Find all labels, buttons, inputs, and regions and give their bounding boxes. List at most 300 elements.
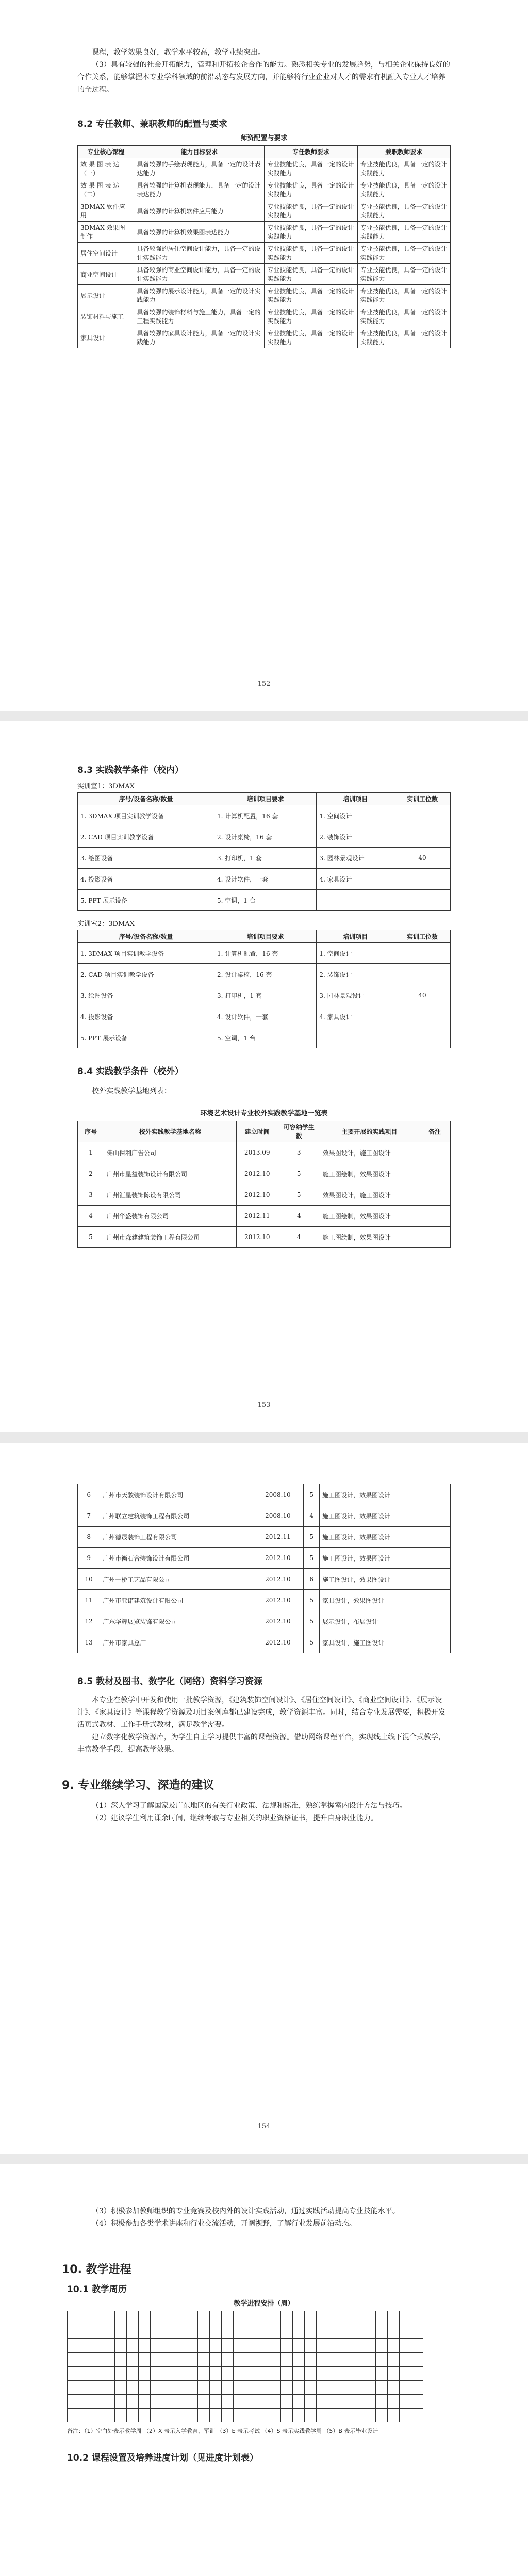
table-cell: 2012.10 bbox=[252, 1548, 304, 1569]
table-cell: 2. CAD 项目实训教学设备 bbox=[78, 826, 214, 848]
schedule-cell bbox=[91, 2381, 103, 2395]
schedule-cell bbox=[328, 2353, 340, 2367]
schedule-cell bbox=[139, 2409, 151, 2422]
table-cell: 效 果 图 表 达 （二） bbox=[78, 179, 134, 200]
schedule-cell bbox=[234, 2367, 245, 2381]
schedule-cell bbox=[388, 2325, 400, 2339]
schedule-cell bbox=[68, 2367, 79, 2381]
schedule-cell bbox=[162, 2395, 174, 2409]
advice-item: （1）深入学习了解国家及广东地区的有关行业政策、法规和标准，熟练掌握室内设计方法与技巧。 bbox=[92, 1802, 407, 1810]
schedule-cell bbox=[222, 2353, 234, 2367]
table-row bbox=[78, 1527, 451, 1548]
schedule-cell bbox=[293, 2381, 305, 2395]
table-cell: 3. 园林景观设计 bbox=[317, 985, 394, 1006]
table-cell: 施工图设计，效果图设计 bbox=[320, 1505, 441, 1527]
schedule-cell bbox=[411, 2325, 423, 2339]
schedule-cell bbox=[234, 2311, 245, 2325]
schedule-cell bbox=[91, 2395, 103, 2409]
schedule-cell bbox=[269, 2311, 281, 2325]
schedule-cell bbox=[245, 2381, 257, 2395]
table-row bbox=[78, 327, 451, 348]
table-cell: 5 bbox=[304, 1527, 320, 1548]
schedule-cell bbox=[210, 2367, 222, 2381]
table-cell: 11 bbox=[78, 1590, 100, 1611]
table-cell: 专业技能优良，具备一定的设计实践能力 bbox=[357, 306, 450, 327]
table-row bbox=[78, 985, 451, 1006]
schedule-cell bbox=[68, 2409, 79, 2422]
schedule-cell bbox=[257, 2381, 269, 2395]
schedule-cell bbox=[352, 2381, 364, 2395]
schedule-cell bbox=[174, 2339, 186, 2353]
table-cell: 5. 空调，1 台 bbox=[214, 1027, 317, 1048]
schedule-cell bbox=[328, 2325, 340, 2339]
schedule-cell bbox=[127, 2339, 139, 2353]
table-cell: 家具设计，施工图设计 bbox=[320, 1632, 441, 1653]
schedule-cell bbox=[162, 2311, 174, 2325]
column-header: 专任教师要求 bbox=[265, 146, 357, 158]
table-cell: 6 bbox=[304, 1569, 320, 1590]
schedule-cell bbox=[222, 2367, 234, 2381]
table-cell: 广州市星益装饰设计有限公司 bbox=[104, 1163, 237, 1184]
schedule-cell bbox=[103, 2381, 115, 2395]
table-cell: 广州市森建建筑装饰工程有限公司 bbox=[104, 1227, 237, 1248]
table-cell bbox=[441, 1527, 450, 1548]
table-row bbox=[78, 826, 451, 848]
table-cell: 2 bbox=[78, 1163, 104, 1184]
intro-paragraph: （3）具有较强的社会开拓能力，管理和开拓校企合作的能力。熟悉相关专业的发展趋势，与相关企业保持良好的合作关系，能够掌握本专业学科领域的前沿动态与发展方向，并能够将行业企业对人才的需求有机融入专业人才培养的全过程。 bbox=[77, 61, 450, 94]
table-cell: 1. 3DMAX 项目实训教学设备 bbox=[78, 805, 214, 826]
schedule-cell bbox=[198, 2409, 210, 2422]
schedule-cell bbox=[79, 2311, 91, 2325]
table-cell: 具备较强的手绘表现能力，具备一定的设计表达能力 bbox=[134, 158, 265, 179]
schedule-cell bbox=[305, 2311, 317, 2325]
table-cell: 4 bbox=[278, 1227, 320, 1248]
schedule-cell bbox=[269, 2367, 281, 2381]
table-cell: 4. 设计软件，一套 bbox=[214, 1006, 317, 1027]
schedule-cell bbox=[245, 2339, 257, 2353]
advice-item: （2）建议学生利用课余时间，继续考取与专业相关的职业资格证书，提升自身职业能力。 bbox=[92, 1814, 378, 1822]
schedule-cell bbox=[139, 2311, 151, 2325]
schedule-cell bbox=[281, 2395, 293, 2409]
table-cell: 2. 设计桌椅，16 套 bbox=[214, 826, 317, 848]
schedule-cell bbox=[186, 2395, 198, 2409]
schedule-cell bbox=[245, 2325, 257, 2339]
resource-paragraph: 建立数字化教学资源库，为学生自主学习提供丰富的课程资源。借助网络课程平台，实现线上线下混合式教学，丰富教学手段，提高教学效果。 bbox=[77, 1733, 446, 1754]
table-cell: 专业技能优良，具备一定的设计实践能力 bbox=[357, 243, 450, 264]
table-cell: 施工图绘制，效果图设计 bbox=[320, 1163, 419, 1184]
schedule-cell bbox=[151, 2339, 162, 2353]
table-cell: 1. 计算机配置，16 套 bbox=[214, 943, 317, 964]
schedule-cell bbox=[139, 2339, 151, 2353]
intro-paragraph: 课程，教学效果良好，教学水平较高，教学业绩突出。 bbox=[92, 48, 265, 57]
table-cell: 具备较强的商业空间设计能力，具备一定的设计实践能力 bbox=[134, 264, 265, 285]
schedule-row bbox=[68, 2353, 423, 2367]
offsite-table bbox=[77, 1121, 451, 1248]
schedule-cell bbox=[388, 2353, 400, 2367]
schedule-cell bbox=[305, 2381, 317, 2395]
document-page-3 bbox=[0, 1443, 528, 2154]
schedule-cell bbox=[328, 2367, 340, 2381]
table-cell: 5 bbox=[278, 1163, 320, 1184]
table-cell: 2008.10 bbox=[252, 1505, 304, 1527]
schedule-cell bbox=[115, 2381, 127, 2395]
table-cell: 广州联立建筑装饰工程有限公司 bbox=[100, 1505, 252, 1527]
schedule-cell bbox=[293, 2311, 305, 2325]
schedule-cell bbox=[364, 2353, 376, 2367]
table-cell: 3. 打印机，1 套 bbox=[214, 848, 317, 869]
schedule-cell bbox=[269, 2325, 281, 2339]
table-cell: 广州一桥工艺品有限公司 bbox=[100, 1569, 252, 1590]
table-cell: 1. 空间设计 bbox=[317, 805, 394, 826]
schedule-cell bbox=[198, 2325, 210, 2339]
schedule-row bbox=[68, 2381, 423, 2395]
schedule-row bbox=[68, 2325, 423, 2339]
schedule-cell bbox=[317, 2367, 328, 2381]
table-cell: 5 bbox=[78, 1227, 104, 1248]
table-cell bbox=[441, 1590, 450, 1611]
schedule-cell bbox=[174, 2381, 186, 2395]
section-title: 10. 教学进程 bbox=[62, 2263, 131, 2276]
table-cell: 具备较强的装饰材料与施工能力，具备一定的工程实践能力 bbox=[134, 306, 265, 327]
schedule-cell bbox=[139, 2353, 151, 2367]
table-cell bbox=[441, 1548, 450, 1569]
schedule-cell bbox=[68, 2395, 79, 2409]
table-cell: 施工图绘制，效果图设计 bbox=[320, 1227, 419, 1248]
schedule-cell bbox=[364, 2409, 376, 2422]
table-cell: 2. 装饰设计 bbox=[317, 964, 394, 985]
schedule-cell bbox=[151, 2353, 162, 2367]
table-cell: 2012.10 bbox=[252, 1632, 304, 1653]
schedule-cell bbox=[352, 2353, 364, 2367]
schedule-cell bbox=[127, 2409, 139, 2422]
schedule-cell bbox=[79, 2325, 91, 2339]
schedule-cell bbox=[328, 2311, 340, 2325]
schedule-cell bbox=[376, 2311, 388, 2325]
schedule-cell bbox=[257, 2311, 269, 2325]
schedule-cell bbox=[151, 2409, 162, 2422]
table-cell: 1. 计算机配置，16 套 bbox=[214, 805, 317, 826]
schedule-cell bbox=[257, 2339, 269, 2353]
table-cell bbox=[394, 1027, 451, 1048]
schedule-cell bbox=[281, 2311, 293, 2325]
table-cell: 4. 投影设备 bbox=[78, 1006, 214, 1027]
schedule-cell bbox=[115, 2353, 127, 2367]
table-cell: 7 bbox=[78, 1505, 100, 1527]
table-cell bbox=[394, 1006, 451, 1027]
schedule-cell bbox=[198, 2381, 210, 2395]
table-cell: 专业技能优良，具备一定的设计实践能力 bbox=[265, 158, 357, 179]
schedule-cell bbox=[411, 2381, 423, 2395]
table-cell: 专业技能优良，具备一定的设计实践能力 bbox=[265, 222, 357, 243]
schedule-cell bbox=[340, 2395, 352, 2409]
schedule-cell bbox=[234, 2395, 245, 2409]
schedule-cell bbox=[222, 2381, 234, 2395]
table-cell: 5 bbox=[304, 1484, 320, 1505]
schedule-cell bbox=[400, 2325, 411, 2339]
schedule-cell bbox=[79, 2395, 91, 2409]
schedule-cell bbox=[364, 2339, 376, 2353]
weekly-schedule-table bbox=[67, 2311, 423, 2422]
table-cell: 具备较强的居住空间设计能力，具备一定的设计实践能力 bbox=[134, 243, 265, 264]
schedule-note: 备注：（1）空白处表示教学周 （2）X 表示入学教育、军训 （3）E 表示考试 （4）S 表示实践教学周 （5）B 表示毕业设计 bbox=[67, 2428, 378, 2434]
table-row bbox=[78, 1548, 451, 1569]
schedule-cell bbox=[352, 2395, 364, 2409]
table-caption: 教学进程安排（周） bbox=[234, 2300, 294, 2308]
table-cell: 效果图设计，施工图设计 bbox=[320, 1184, 419, 1206]
table-cell: 家具设计，效果图设计 bbox=[320, 1590, 441, 1611]
schedule-cell bbox=[269, 2409, 281, 2422]
section-title: 8.5 教材及图书、数字化（网络）资料学习资源 bbox=[77, 1676, 263, 1687]
schedule-cell bbox=[328, 2395, 340, 2409]
schedule-cell bbox=[388, 2367, 400, 2381]
schedule-cell bbox=[411, 2353, 423, 2367]
table-row bbox=[78, 848, 451, 869]
section-title: 8.4 实践教学条件（校外） bbox=[77, 1066, 184, 1077]
table-cell: 具备较强的计算机软件应用能力 bbox=[134, 200, 265, 222]
schedule-cell bbox=[376, 2339, 388, 2353]
table-cell bbox=[394, 943, 451, 964]
table-cell bbox=[441, 1632, 450, 1653]
table-cell: 广州华盛装饰有限公司 bbox=[104, 1206, 237, 1227]
schedule-cell bbox=[79, 2367, 91, 2381]
schedule-cell bbox=[115, 2325, 127, 2339]
schedule-cell bbox=[115, 2409, 127, 2422]
table-cell: 3. 绘图设备 bbox=[78, 848, 214, 869]
table-cell: 展示设计，布展设计 bbox=[320, 1611, 441, 1632]
schedule-cell bbox=[269, 2381, 281, 2395]
schedule-cell bbox=[222, 2395, 234, 2409]
schedule-cell bbox=[186, 2339, 198, 2353]
table-cell: 居住空间设计 bbox=[78, 243, 134, 264]
column-header: 培训项目 bbox=[317, 793, 394, 805]
advice-item: （4）积极参加各类学术讲座和行业交流活动，开阔视野，了解行业发展前沿动态。 bbox=[92, 2219, 356, 2228]
schedule-cell bbox=[151, 2395, 162, 2409]
table-cell: 广州汇星装饰陈设有限公司 bbox=[104, 1184, 237, 1206]
schedule-cell bbox=[376, 2353, 388, 2367]
schedule-cell bbox=[340, 2325, 352, 2339]
table-row bbox=[78, 1027, 451, 1048]
table-cell: 2012.10 bbox=[236, 1184, 278, 1206]
table-cell: 4. 家具设计 bbox=[317, 1006, 394, 1027]
schedule-cell bbox=[293, 2409, 305, 2422]
table-caption: 环境艺术设计专业校外实践教学基地一览表 bbox=[200, 1110, 328, 1117]
schedule-cell bbox=[222, 2409, 234, 2422]
table-cell: 专业技能优良，具备一定的设计实践能力 bbox=[357, 200, 450, 222]
schedule-cell bbox=[328, 2339, 340, 2353]
schedule-cell bbox=[162, 2339, 174, 2353]
table-cell: 具备较强的家具设计能力，具备一定的设计实践能力 bbox=[134, 327, 265, 348]
schedule-cell bbox=[103, 2367, 115, 2381]
schedule-cell bbox=[151, 2367, 162, 2381]
page-number: 154 bbox=[257, 2123, 271, 2130]
table-cell: 2012.10 bbox=[236, 1163, 278, 1184]
table-cell bbox=[317, 1027, 394, 1048]
table-cell bbox=[441, 1484, 450, 1505]
table-cell: 2. 装饰设计 bbox=[317, 826, 394, 848]
table-cell: 具备较强的计算机效果图表达能力 bbox=[134, 222, 265, 243]
schedule-cell bbox=[305, 2395, 317, 2409]
schedule-cell bbox=[388, 2409, 400, 2422]
table-row bbox=[78, 179, 451, 200]
schedule-cell bbox=[139, 2395, 151, 2409]
schedule-cell bbox=[376, 2367, 388, 2381]
table-cell bbox=[419, 1227, 451, 1248]
column-header: 可容纳学生数 bbox=[278, 1121, 320, 1142]
schedule-cell bbox=[293, 2339, 305, 2353]
table-cell: 5. 空调，1 台 bbox=[214, 890, 317, 911]
table-cell: 12 bbox=[78, 1611, 100, 1632]
schedule-cell bbox=[234, 2339, 245, 2353]
section-title: 8.3 实践教学条件（校内） bbox=[77, 765, 184, 775]
schedule-cell bbox=[222, 2311, 234, 2325]
schedule-cell bbox=[91, 2409, 103, 2422]
table-cell bbox=[419, 1163, 451, 1184]
table-cell: 施工图设计，效果图设计 bbox=[320, 1548, 441, 1569]
table-row bbox=[78, 1227, 451, 1248]
table-cell: 具备较强的展示设计能力，具备一定的设计实践能力 bbox=[134, 285, 265, 306]
table-cell: 2012.11 bbox=[252, 1527, 304, 1548]
table-row bbox=[78, 964, 451, 985]
table-cell: 6 bbox=[78, 1484, 100, 1505]
schedule-cell bbox=[257, 2367, 269, 2381]
schedule-cell bbox=[281, 2409, 293, 2422]
schedule-cell bbox=[79, 2353, 91, 2367]
table-cell: 5 bbox=[304, 1548, 320, 1569]
table-cell: 2012.10 bbox=[252, 1590, 304, 1611]
table-cell: 2. CAD 项目实训教学设备 bbox=[78, 964, 214, 985]
table-cell: 4 bbox=[304, 1505, 320, 1527]
schedule-cell bbox=[245, 2353, 257, 2367]
resource-paragraph: 本专业在教学中开发和使用一批教学资源，《建筑装饰空间设计》、《居住空间设计》、《商业空间设计》、《展示设计》、《家具设计》等课程教学资源及项目案例库都已建设完成，教学资源丰富。同时，结合专业发展需要，积极开发活页式教材、工作手册式教材，满足教学需要。 bbox=[77, 1696, 446, 1729]
schedule-cell bbox=[198, 2311, 210, 2325]
schedule-cell bbox=[127, 2353, 139, 2367]
schedule-cell bbox=[91, 2325, 103, 2339]
schedule-cell bbox=[245, 2367, 257, 2381]
table-cell: 1 bbox=[78, 1142, 104, 1163]
schedule-cell bbox=[115, 2311, 127, 2325]
table-cell: 专业技能优良，具备一定的设计实践能力 bbox=[265, 327, 357, 348]
schedule-cell bbox=[174, 2367, 186, 2381]
schedule-cell bbox=[293, 2325, 305, 2339]
schedule-cell bbox=[305, 2339, 317, 2353]
schedule-cell bbox=[103, 2395, 115, 2409]
schedule-cell bbox=[198, 2339, 210, 2353]
schedule-cell bbox=[91, 2311, 103, 2325]
schedule-row bbox=[68, 2339, 423, 2353]
schedule-cell bbox=[388, 2381, 400, 2395]
table-row bbox=[78, 264, 451, 285]
schedule-cell bbox=[352, 2367, 364, 2381]
column-header: 培训项目 bbox=[317, 930, 394, 943]
schedule-cell bbox=[174, 2395, 186, 2409]
schedule-cell bbox=[127, 2381, 139, 2395]
table-row bbox=[78, 285, 451, 306]
schedule-cell bbox=[115, 2395, 127, 2409]
schedule-cell bbox=[79, 2409, 91, 2422]
table-cell: 施工图设计，效果图设计 bbox=[320, 1569, 441, 1590]
schedule-cell bbox=[352, 2409, 364, 2422]
schedule-cell bbox=[127, 2395, 139, 2409]
table-cell: 施工图绘制，效果图设计 bbox=[320, 1206, 419, 1227]
table-cell bbox=[419, 1184, 451, 1206]
table-cell: 广州市家具总厂 bbox=[100, 1632, 252, 1653]
table-row bbox=[78, 200, 451, 222]
table-cell: 广州市衡石合装饰设计有限公司 bbox=[100, 1548, 252, 1569]
schedule-row bbox=[68, 2409, 423, 2422]
table-cell: 3. 打印机，1 套 bbox=[214, 985, 317, 1006]
schedule-cell bbox=[352, 2339, 364, 2353]
schedule-cell bbox=[174, 2311, 186, 2325]
column-header: 兼职教师要求 bbox=[357, 146, 450, 158]
schedule-cell bbox=[269, 2395, 281, 2409]
schedule-cell bbox=[174, 2409, 186, 2422]
table-cell: 专业技能优良，具备一定的设计实践能力 bbox=[357, 179, 450, 200]
schedule-cell bbox=[151, 2381, 162, 2395]
table-cell: 2012.10 bbox=[252, 1611, 304, 1632]
table-row bbox=[78, 1632, 451, 1653]
page-number: 153 bbox=[257, 1401, 271, 1409]
table-cell: 专业技能优良，具备一定的设计实践能力 bbox=[357, 264, 450, 285]
schedule-cell bbox=[317, 2339, 328, 2353]
table-cell: 专业技能优良，具备一定的设计实践能力 bbox=[357, 285, 450, 306]
table-row bbox=[78, 1006, 451, 1027]
table-cell: 2013.09 bbox=[236, 1142, 278, 1163]
table-cell: 4 bbox=[78, 1206, 104, 1227]
table-cell: 8 bbox=[78, 1527, 100, 1548]
table-row bbox=[78, 306, 451, 327]
schedule-cell bbox=[317, 2325, 328, 2339]
schedule-cell bbox=[411, 2339, 423, 2353]
schedule-cell bbox=[340, 2381, 352, 2395]
schedule-cell bbox=[151, 2311, 162, 2325]
table-cell: 广州市亚诺建筑设计有限公司 bbox=[100, 1590, 252, 1611]
table-cell: 4. 投影设备 bbox=[78, 869, 214, 890]
schedule-cell bbox=[328, 2409, 340, 2422]
table-cell: 2008.10 bbox=[252, 1484, 304, 1505]
schedule-cell bbox=[400, 2395, 411, 2409]
schedule-cell bbox=[186, 2409, 198, 2422]
table-cell: 4. 设计软件，一套 bbox=[214, 869, 317, 890]
schedule-cell bbox=[257, 2325, 269, 2339]
table-cell: 专业技能优良，具备一定的设计实践能力 bbox=[265, 179, 357, 200]
schedule-cell bbox=[68, 2311, 79, 2325]
schedule-cell bbox=[210, 2353, 222, 2367]
schedule-cell bbox=[293, 2367, 305, 2381]
schedule-cell bbox=[245, 2409, 257, 2422]
schedule-cell bbox=[376, 2395, 388, 2409]
schedule-cell bbox=[305, 2353, 317, 2367]
schedule-cell bbox=[269, 2339, 281, 2353]
table-cell: 广州德晟装饰工程有限公司 bbox=[100, 1527, 252, 1548]
schedule-cell bbox=[352, 2325, 364, 2339]
table-cell: 施工图设计，效果图设计 bbox=[320, 1527, 441, 1548]
schedule-cell bbox=[257, 2353, 269, 2367]
table-cell: 3. 绘图设备 bbox=[78, 985, 214, 1006]
table-cell bbox=[441, 1505, 450, 1527]
schedule-row bbox=[68, 2367, 423, 2381]
column-header: 实训工位数 bbox=[394, 793, 451, 805]
table-row bbox=[78, 1484, 451, 1505]
schedule-cell bbox=[222, 2339, 234, 2353]
schedule-cell bbox=[103, 2339, 115, 2353]
table-cell: 具备较强的计算机表现能力，具备一定的设计表达能力 bbox=[134, 179, 265, 200]
table-cell: 专业技能优良，具备一定的设计实践能力 bbox=[357, 327, 450, 348]
table-cell: 专业技能优良，具备一定的设计实践能力 bbox=[265, 243, 357, 264]
schedule-cell bbox=[234, 2353, 245, 2367]
schedule-cell bbox=[364, 2381, 376, 2395]
schedule-cell bbox=[186, 2367, 198, 2381]
schedule-cell bbox=[91, 2339, 103, 2353]
